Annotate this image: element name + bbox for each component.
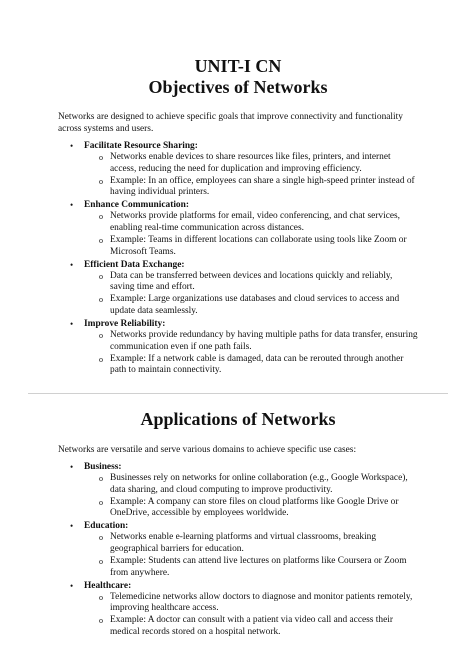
- applications-section: [58, 394, 418, 639]
- application-points: [84, 592, 418, 639]
- application-point: [99, 532, 418, 555]
- objectives-intro: Networks are designed to achieve specific goals that improve connectivity and functionality across systems and users.: [58, 112, 403, 134]
- title-block: [58, 0, 418, 98]
- application-point: [99, 591, 418, 615]
- point-text: Networks enable e-learning platforms and virtual classrooms, breaking geographical barriers for education.: [110, 532, 377, 554]
- objective-point: [99, 270, 418, 294]
- application-points: [84, 473, 418, 520]
- point-text: Example: In an office, employees can share a single high-speed printer instead of having individual printers.: [110, 175, 415, 198]
- circle-bullet-icon: o: [99, 592, 103, 602]
- circle-bullet-icon: o: [99, 331, 103, 341]
- circle-bullet-icon: o: [99, 354, 103, 364]
- doc-title-unit: UNIT-I CN: [194, 56, 282, 76]
- application-heading: Education:: [84, 521, 129, 532]
- bullet-icon: •: [70, 462, 74, 472]
- point-text: Telemedicine networks allow doctors to diagnose and monitor patients remotely, improving healthcare access.: [110, 591, 413, 614]
- objective-point: [99, 175, 418, 199]
- circle-bullet-icon: o: [99, 295, 103, 305]
- point-text: Example: Large organizations use databases and cloud services to access and update data seamlessly.: [110, 294, 400, 317]
- application-point: [99, 473, 418, 496]
- application-heading: Business:: [84, 462, 122, 472]
- objective-point: [99, 294, 418, 317]
- objective-heading: Enhance Communication:: [84, 200, 189, 211]
- application-points: [84, 532, 418, 579]
- circle-bullet-icon: o: [99, 236, 103, 246]
- circle-bullet-icon: o: [99, 497, 103, 507]
- objective-points: [84, 330, 418, 377]
- application-point: [99, 556, 418, 579]
- circle-bullet-icon: o: [99, 176, 103, 186]
- bullet-icon: •: [70, 141, 74, 151]
- circle-bullet-icon: o: [99, 533, 103, 543]
- objective-points: [84, 271, 418, 318]
- objective-point: [99, 211, 418, 234]
- objective-points: [84, 152, 418, 199]
- objectives-list: [58, 140, 418, 377]
- application-heading: Healthcare:: [84, 580, 132, 591]
- bullet-icon: •: [70, 200, 74, 211]
- point-text: Networks provide platforms for email, video conferencing, and chat services, enabling real-time communication across distances.: [110, 211, 401, 233]
- objective-item: [70, 259, 418, 318]
- objective-point: [99, 152, 418, 175]
- circle-bullet-icon: o: [99, 153, 103, 162]
- applications-list: [58, 461, 418, 639]
- objective-item: [70, 140, 418, 199]
- bullet-icon: •: [70, 521, 74, 532]
- circle-bullet-icon: o: [99, 474, 103, 483]
- objective-heading: Efficient Data Exchange:: [84, 259, 185, 270]
- application-point: [99, 615, 418, 638]
- point-text: Example: A doctor can consult with a patient via video call and access their medical records stored on a hospital network.: [110, 615, 393, 638]
- objective-points: [84, 211, 418, 258]
- point-text: Example: A company can store files on cloud platforms like Google Drive or OneDrive, accessible by employees worldwide.: [110, 496, 399, 519]
- objective-point: [99, 235, 418, 258]
- circle-bullet-icon: o: [99, 271, 103, 281]
- point-text: Businesses rely on networks for online collaboration (e.g., Google Workspace), data sharing, and cloud computing to improve productivity.: [110, 473, 408, 495]
- applications-intro: Networks are versatile and serve various domains to achieve specific use cases:: [58, 445, 357, 455]
- circle-bullet-icon: o: [99, 616, 103, 626]
- application-point: [99, 496, 418, 520]
- bullet-icon: •: [70, 319, 74, 330]
- objective-item: [70, 199, 418, 258]
- doc-title-objectives: Objectives of Networks: [148, 77, 328, 97]
- point-text: Example: Students can attend live lectures on platforms like Coursera or Zoom from anywhere.: [110, 556, 407, 578]
- point-text: Example: Teams in different locations can collaborate using tools like Zoom or Microsoft Teams.: [110, 235, 407, 257]
- bullet-icon: •: [70, 580, 74, 591]
- objective-item: [70, 318, 418, 377]
- objective-point: [99, 330, 418, 353]
- circle-bullet-icon: o: [99, 212, 103, 222]
- application-item: [70, 520, 418, 579]
- point-text: Networks provide redundancy by having multiple paths for data transfer, ensuring communication even if one path fails.: [110, 330, 418, 352]
- objective-heading: Improve Reliability:: [84, 319, 166, 330]
- point-text: Example: If a network cable is damaged, data can be rerouted through another path to maintain connectivity.: [110, 353, 404, 376]
- circle-bullet-icon: o: [99, 557, 103, 567]
- point-text: Data can be transferred between devices and locations quickly and reliably, saving time and effort.: [110, 270, 393, 293]
- objective-point: [99, 353, 418, 377]
- application-item: [70, 461, 418, 520]
- point-text: Networks enable devices to share resources like files, printers, and internet access, reducing the need for duplication and improving efficiency.: [110, 152, 391, 174]
- objective-heading: Facilitate Resource Sharing:: [84, 141, 198, 151]
- application-item: [70, 580, 418, 639]
- applications-title: Applications of Networks: [140, 409, 336, 429]
- bullet-icon: •: [70, 259, 74, 270]
